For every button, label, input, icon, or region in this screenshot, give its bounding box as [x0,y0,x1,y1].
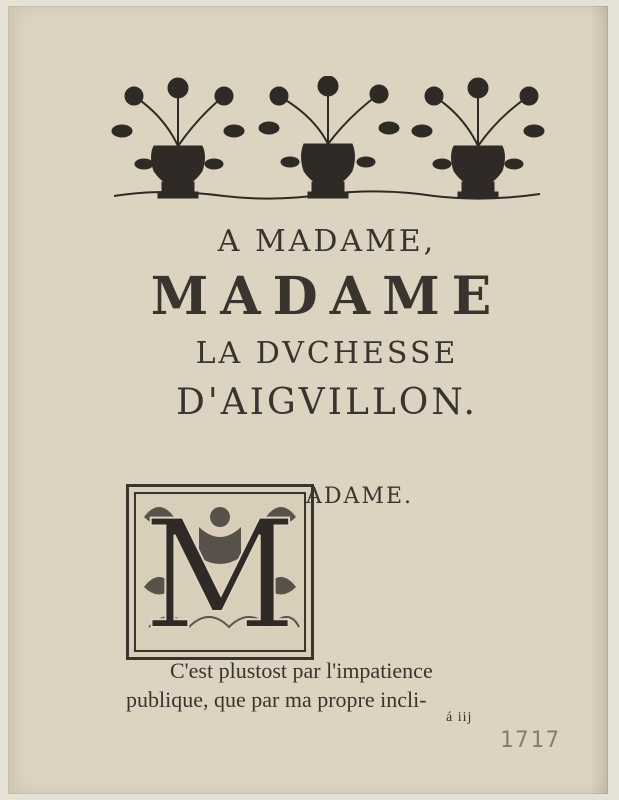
decorated-initial-m [126,484,314,660]
vase-center-icon [302,144,355,198]
floral-headpiece-ornament [104,76,550,206]
title-line-3: LA DVCHESSE [195,336,459,371]
signature-mark: á iij [446,710,473,725]
book-page [8,6,608,794]
title-line-4: D'AIGVILLON. [176,382,478,423]
vase-right-icon [452,146,505,198]
salutation-text: ADAME. [306,484,413,509]
handwritten-note: 1717 [500,728,561,753]
title-line-2: MADAME [150,266,504,327]
body-line-1: C'est plustost par l'impatience [170,658,433,683]
body-paragraph [126,656,546,714]
vase-left-icon [152,146,205,198]
decorated-initial-frame-icon [129,487,311,657]
body-line-2: publique, que par ma propre incli- [126,687,427,712]
drop-cap-letter: M [143,489,297,657]
title-line-1: A MADAME, [217,224,437,259]
